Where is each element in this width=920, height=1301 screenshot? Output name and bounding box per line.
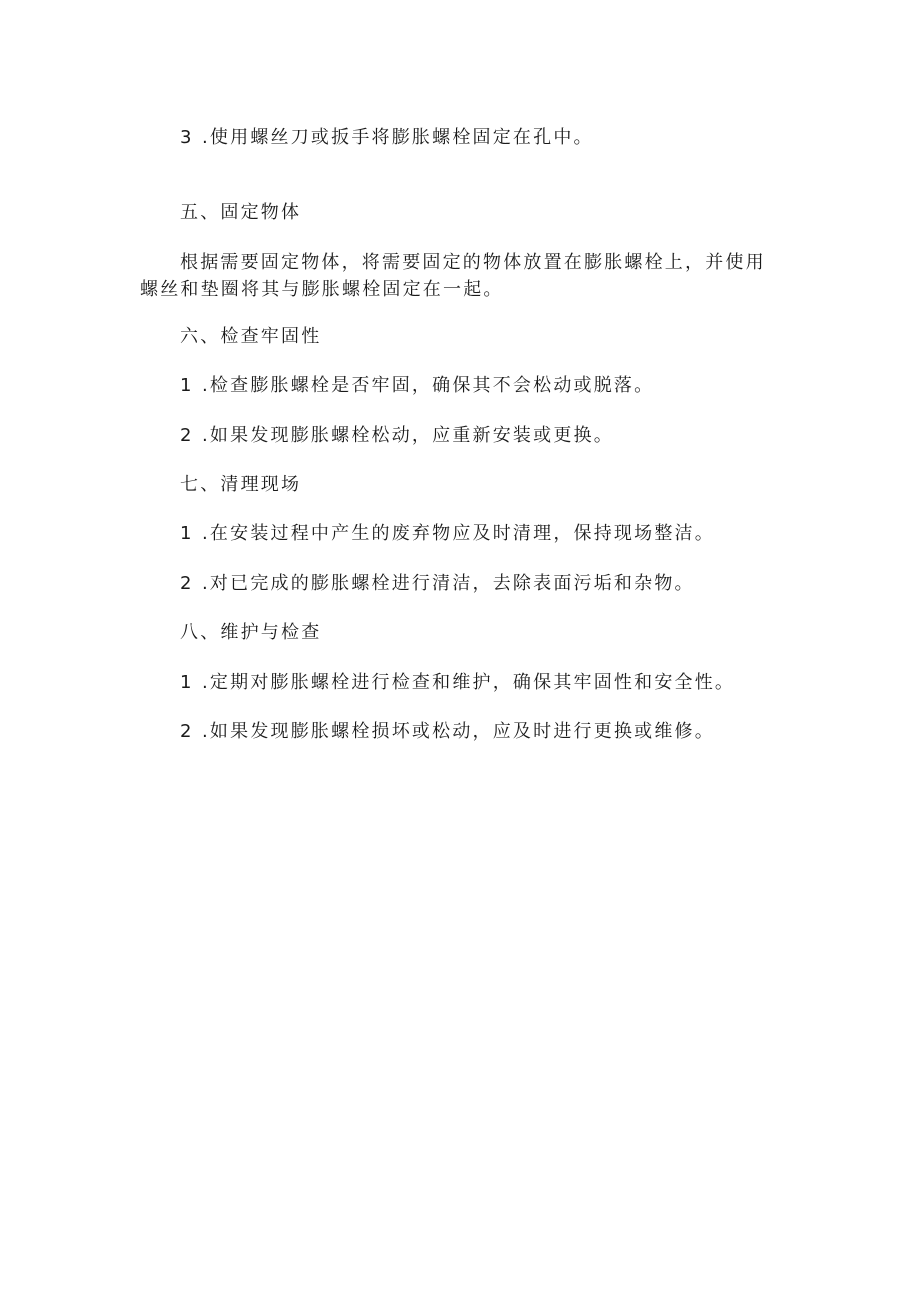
list-item-text: .检查膨胀螺栓是否牢固，确保其不会松动或脱落。 (202, 375, 655, 396)
list-item-text: .如果发现膨胀螺栓松动，应重新安装或更换。 (202, 425, 614, 446)
list-item (180, 671, 735, 695)
paragraph-line: 螺丝和垫圈将其与膨胀螺栓固定在一起。 (140, 279, 504, 300)
list-item-number: 1 (180, 672, 192, 693)
list-item (180, 572, 695, 596)
paragraph-line: 根据需要固定物体，将需要固定的物体放置在膨胀螺栓上，并使用 (180, 252, 766, 273)
section-heading-check-firmness: 六、检查牢固性 (180, 326, 322, 347)
list-item-number: 1 (180, 375, 192, 396)
list-item-number: 2 (180, 721, 192, 742)
list-item-text: .定期对膨胀螺栓进行检查和维护，确保其牢固性和安全性。 (202, 672, 736, 693)
list-item-number: 3 (180, 127, 192, 148)
section-heading-clean-site: 七、清理现场 (180, 474, 302, 495)
list-item-text: .在安装过程中产生的废弃物应及时清理，保持现场整洁。 (202, 523, 715, 544)
list-item (180, 720, 715, 744)
list-item (180, 374, 654, 398)
list-item (180, 424, 614, 448)
list-item-text: .使用螺丝刀或扳手将膨胀螺栓固定在孔中。 (202, 127, 594, 148)
list-item-text: .如果发现膨胀螺栓损坏或松动，应及时进行更换或维修。 (202, 721, 715, 742)
list-item-number: 1 (180, 523, 192, 544)
list-item-text: .对已完成的膨胀螺栓进行清洁，去除表面污垢和杂物。 (202, 573, 695, 594)
list-item (180, 126, 594, 150)
list-item-number: 2 (180, 573, 192, 594)
list-item (180, 522, 715, 546)
section-heading-maintenance: 八、维护与检查 (180, 622, 322, 643)
section-heading-fix-object: 五、固定物体 (180, 202, 302, 223)
list-item-number: 2 (180, 425, 192, 446)
